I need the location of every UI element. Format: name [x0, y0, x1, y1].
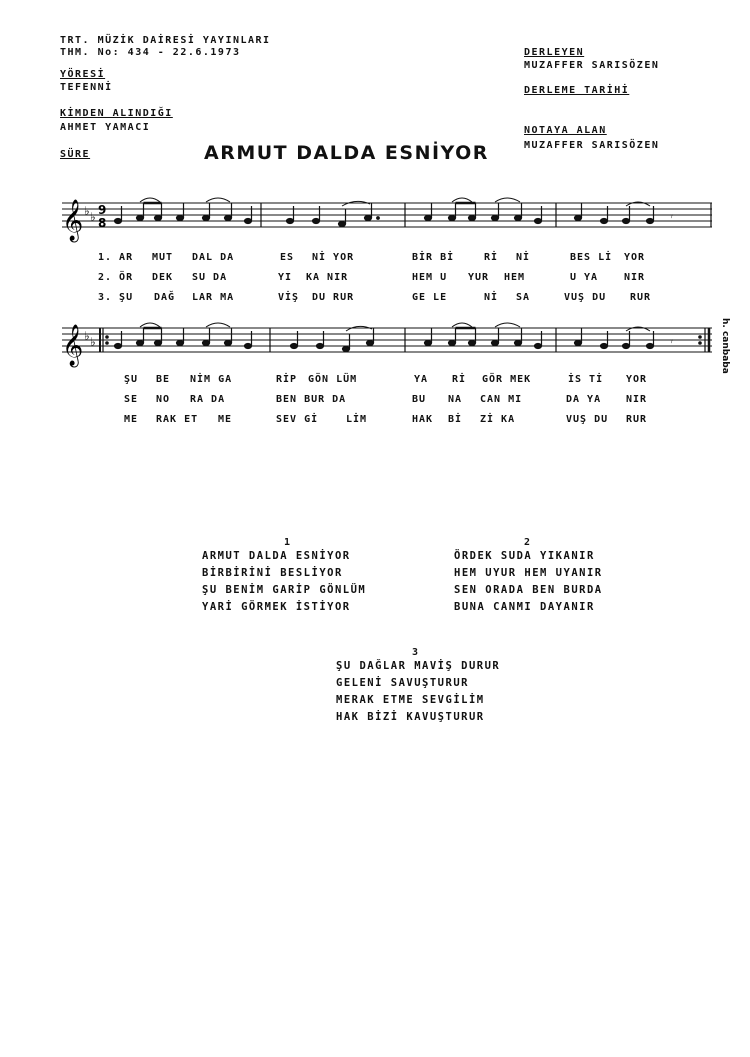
lyric: LAR MA	[192, 292, 235, 303]
verse-1	[202, 548, 366, 616]
lyric: DU RUR	[312, 292, 355, 303]
region-label: YÖRESİ	[60, 69, 106, 80]
verse-line: ŞU BENİM GARİP GÖNLÜM	[202, 584, 367, 596]
compiler-value: MUZAFFER SARISÖZEN	[524, 60, 660, 71]
lyric: HEM	[504, 272, 526, 283]
lyric: 2. ÖR	[98, 272, 134, 283]
time-signature-top: 9	[98, 203, 107, 217]
verse-line: BİRBİRİNİ BESLİYOR	[202, 567, 343, 579]
verse-line: YARİ GÖRMEK İSTİYOR	[202, 601, 351, 613]
lyric: NA	[448, 394, 463, 405]
lyric: SA	[516, 292, 531, 303]
lyric: GÖR MEK	[482, 374, 532, 385]
verse-line: MERAK ETME SEVGİLİM	[336, 694, 485, 706]
lyric: RA DA	[190, 394, 226, 405]
lyric: BE	[156, 374, 171, 385]
flat-icon: ♭	[84, 329, 90, 343]
lyric: Bİ	[448, 414, 463, 425]
lyric: VUŞ DU	[566, 414, 609, 425]
verse-line: GELENİ SAVUŞTURUR	[336, 677, 469, 689]
lyric: SE	[124, 394, 139, 405]
verse-line: ARMUT DALDA ESNİYOR	[202, 550, 351, 562]
svg-text:♭: ♭	[90, 210, 96, 224]
lyric: NIR	[626, 394, 648, 405]
lyric: YA	[414, 374, 429, 385]
compile-date-label: DERLEME TARİHİ	[524, 85, 630, 96]
lyric: DAL DA	[192, 252, 235, 263]
lyric: Rİ	[452, 374, 467, 385]
lyric: YI	[278, 272, 293, 283]
lyric: U YA	[570, 272, 599, 283]
notation-value: MUZAFFER SARISÖZEN	[524, 140, 660, 151]
lyric: ME	[218, 414, 233, 425]
verse-2	[454, 548, 603, 616]
lyric: YOR	[626, 374, 648, 385]
lyric: VİŞ	[278, 292, 300, 303]
verse-line: ŞU DAĞLAR MAVİŞ DURUR	[336, 660, 501, 672]
lyric: NIR	[624, 272, 646, 283]
lyric: GE LE	[412, 292, 448, 303]
lyric: HAK	[412, 414, 434, 425]
verse-line: BUNA CANMI DAYANIR	[454, 601, 595, 613]
verse-line: HEM UYUR HEM UYANIR	[454, 567, 603, 579]
verse-2-number: 2	[524, 537, 532, 548]
lyric: MUT	[152, 252, 174, 263]
svg-text:♭: ♭	[90, 335, 96, 349]
source-value: AHMET YAMACI	[60, 122, 151, 133]
lyric: Zİ KA	[480, 414, 516, 425]
lyric: BES Lİ	[570, 252, 613, 263]
lyric: CAN MI	[480, 394, 523, 405]
lyric: RAK ET	[156, 414, 199, 425]
treble-clef-icon: 𝄞	[62, 325, 84, 366]
lyric: BEN BUR DA	[276, 394, 347, 405]
lyric: Nİ YOR	[312, 252, 355, 263]
lyric: ME	[124, 414, 139, 425]
lyric: İS Tİ	[568, 374, 604, 385]
catalog-number: THM. No: 434 - 22.6.1973	[60, 47, 241, 58]
duration-label: SÜRE	[60, 149, 91, 160]
music-staff-2	[0, 315, 750, 375]
verse-3-number: 3	[412, 647, 420, 658]
music-staff-1	[0, 190, 750, 250]
lyric: HEM U	[412, 272, 448, 283]
compiler-label: DERLEYEN	[524, 47, 585, 58]
lyric: BİR Bİ	[412, 252, 455, 263]
lyric: RUR	[630, 292, 652, 303]
lyric: BU	[412, 394, 427, 405]
song-title: ARMUT DALDA ESNİYOR	[204, 142, 489, 164]
lyric: SEV Gİ	[276, 414, 319, 425]
region-value: TEFENNİ	[60, 82, 113, 93]
flat-icon: ♭	[84, 204, 90, 218]
source-label: KİMDEN ALINDIĞI	[60, 108, 173, 119]
lyric: VUŞ DU	[564, 292, 607, 303]
lyric: NO	[156, 394, 171, 405]
publisher-line: TRT. MÜZİK DAİRESİ YAYINLARI	[60, 35, 271, 46]
lyric: DEK	[152, 272, 174, 283]
time-signature-bottom: 8	[98, 216, 107, 230]
lyric: KA NIR	[306, 272, 349, 283]
lyric: GÖN LÜM	[308, 374, 358, 385]
lyric: SU DA	[192, 272, 228, 283]
lyric: Nİ	[516, 252, 531, 263]
verse-1-number: 1	[284, 537, 292, 548]
lyric: RUR	[626, 414, 648, 425]
verse-line: ÖRDEK SUDA YIKANIR	[454, 550, 595, 562]
verse-line: SEN ORADA BEN BURDA	[454, 584, 603, 596]
lyric: DA YA	[566, 394, 602, 405]
lyric: YOR	[624, 252, 646, 263]
verse-3	[336, 658, 500, 726]
lyric: YUR	[468, 272, 490, 283]
lyric: 1. AR	[98, 252, 134, 263]
lyric: ŞU	[124, 374, 139, 385]
verse-line: HAK BİZİ KAVUŞTURUR	[336, 711, 485, 723]
lyric: LİM	[346, 414, 368, 425]
rest-icon: 𝄾	[670, 210, 673, 223]
lyric: Rİ	[484, 252, 499, 263]
treble-clef-icon: 𝄞	[62, 200, 84, 241]
copyist-signature: h. canbaba	[720, 318, 730, 374]
lyric: DAĞ	[154, 292, 176, 303]
lyric: 3. ŞU	[98, 292, 134, 303]
lyric: NİM GA	[190, 374, 233, 385]
rest-icon: 𝄾	[670, 335, 673, 348]
lyric: ES	[280, 252, 295, 263]
lyric: Nİ	[484, 292, 499, 303]
notation-label: NOTAYA ALAN	[524, 125, 607, 136]
lyric: RİP	[276, 374, 298, 385]
